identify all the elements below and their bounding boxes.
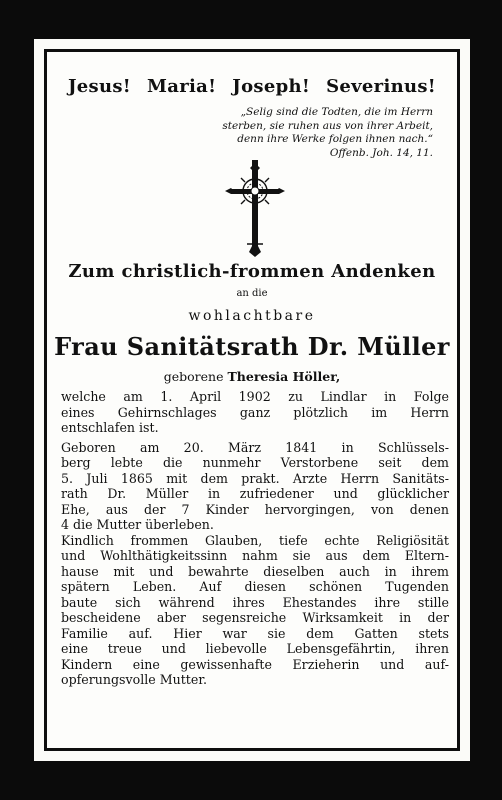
quote-citation: Offenb. Joh. 14, 11.	[329, 146, 433, 159]
text-line: eine treue und liebevolle Lebensgefährtin, ihren	[61, 641, 449, 656]
invocation-word: Jesus!	[67, 76, 132, 97]
text-line: rath Dr. Müller in zufriedener und glücklicher	[61, 486, 449, 501]
paragraph	[61, 389, 449, 436]
biography-text	[61, 389, 449, 688]
text-line: Kindlich frommen Glauben, tiefe echte Religiösität	[61, 532, 449, 548]
maiden-name: Theresia Höller,	[227, 369, 341, 384]
card-content	[47, 52, 457, 748]
text-line: bescheidene aber segensreiche Wirksamkeit in der	[61, 610, 449, 625]
text-line: welche am 1. April 1902 zu Lindlar in Folge	[61, 389, 449, 404]
paragraph	[61, 533, 449, 688]
text-line: und Wohlthätigkeitssinn nahm sie aus dem Eltern-	[61, 548, 449, 563]
honorific: wohlachtbare	[188, 308, 316, 324]
text-line: 4 die Mutter überleben.	[61, 517, 214, 532]
cross-icon	[223, 158, 287, 258]
text-line: Familie auf. Hier war sie dem Gatten stets	[61, 625, 449, 641]
invocation-word: Severinus!	[326, 76, 436, 97]
text-line: opferungsvolle Mutter.	[61, 672, 207, 687]
maiden-name-line	[47, 369, 457, 384]
connector-text: an die	[236, 288, 268, 299]
invocation-word: Joseph!	[232, 76, 311, 97]
bible-quote	[163, 106, 433, 160]
text-line: entschlafen ist.	[61, 420, 159, 435]
quote-line: denn ihre Werke folgen ihnen nach.“	[237, 133, 433, 145]
text-line: Geboren am 20. März 1841 in Schlüssels-	[61, 439, 449, 455]
invocation-line	[47, 76, 457, 97]
text-line: berg lebte die nunmehr Verstorbene seit dem	[61, 455, 449, 470]
memorial-card	[44, 49, 460, 751]
text-line: baute sich während ihres Ehestandes ihre stille	[61, 594, 449, 610]
deceased-name: Frau Sanitätsrath Dr. Müller	[54, 332, 450, 361]
text-line: Kindern eine gewissenhafte Erzieherin und auf-	[61, 656, 449, 672]
text-line: spätern Leben. Auf diesen schönen Tugenden	[61, 579, 449, 594]
text-line: hause mit und bewahrte dieselben auch in ihrem	[61, 563, 449, 579]
text-line: Ehe, aus der 7 Kinder hervorgingen, von denen	[61, 501, 449, 517]
paragraph	[61, 440, 449, 533]
memorial-heading: Zum christlich-frommen Andenken	[68, 261, 436, 282]
quote-line: sterben, sie ruhen aus von ihrer Arbeit,	[222, 119, 433, 132]
maiden-prefix: geborene	[163, 369, 224, 384]
text-line: 5. Juli 1865 mit dem prakt. Arzte Herrn Sanitäts-	[61, 470, 449, 486]
invocation-word: Maria!	[147, 76, 217, 97]
text-line: eines Gehirnschlages ganz plötzlich im Herrn	[61, 404, 449, 420]
quote-line: „Selig sind die Todten, die im Herrn	[240, 106, 433, 118]
